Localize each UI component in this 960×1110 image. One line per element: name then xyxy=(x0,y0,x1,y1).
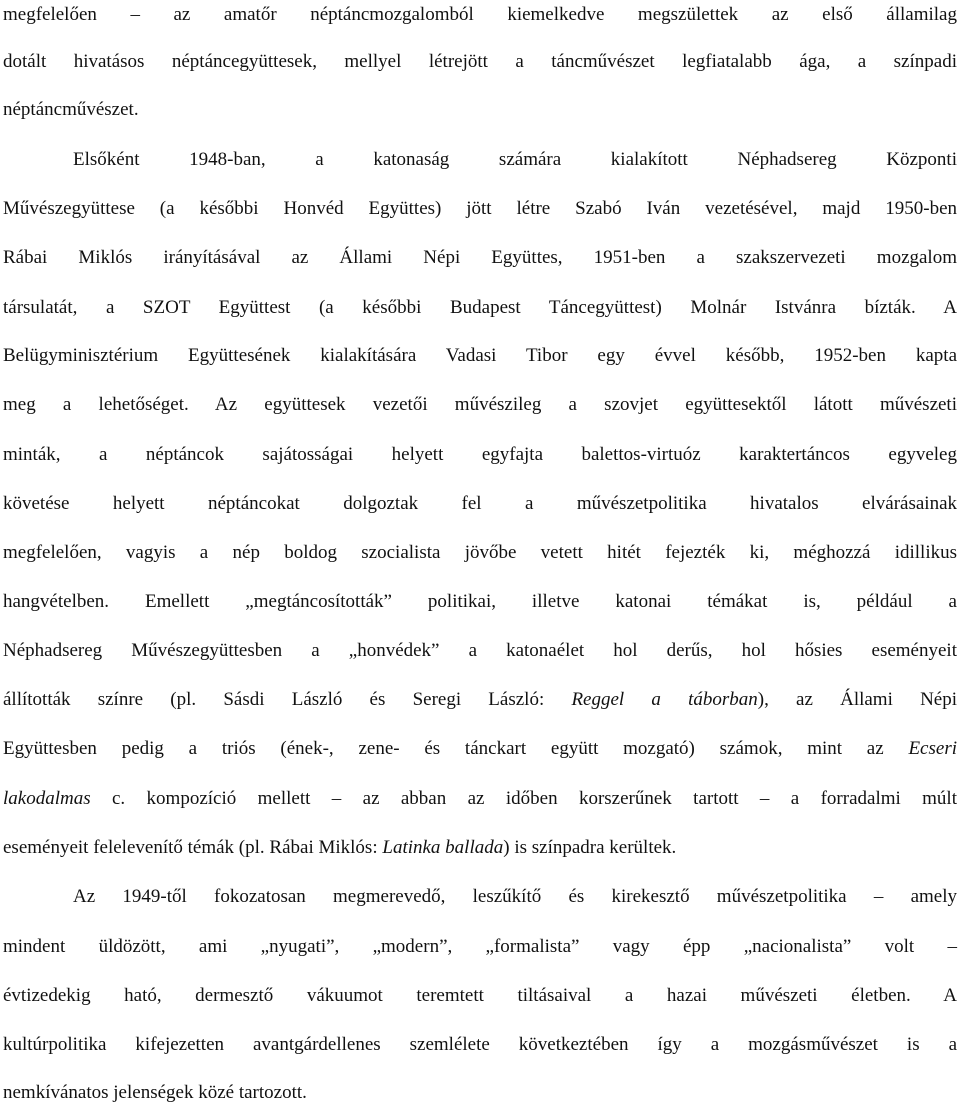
text-line: néptáncművészet. xyxy=(3,99,139,120)
text-line: társulatát, a SZOT Együttest (a későbbi Budapest Táncegyüttest) Molnár Istvánra bízták. A xyxy=(3,297,957,318)
text-line xyxy=(3,734,957,764)
text-line: évtizedekig ható, dermesztő vákuumot teremtett tiltásaival a hazai művészeti életben. A xyxy=(3,985,957,1006)
text-line xyxy=(3,685,957,715)
text-line: megfelelően, vagyis a nép boldog szocialista jövőbe vetett hitét fejezték ki, méghozzá idillikus xyxy=(3,542,957,563)
text-line xyxy=(3,784,957,814)
text-run: c. kompozíció mellett – az abban az időben korszerűnek tartott – a forradalmi múlt xyxy=(90,788,957,809)
text-run: eseményeit felelevenítő témák (pl. Rábai Miklós: xyxy=(3,837,383,858)
text-line: meg a lehetőséget. Az együttesek vezetői művészileg a szovjet együttesektől látott művészeti xyxy=(3,394,957,415)
text-line: dotált hivatásos néptáncegyüttesek, mellyel létrejött a táncművészet legfiatalabb ága, a színpadi xyxy=(3,51,957,72)
text-line: minták, a néptáncok sajátosságai helyett egyfajta balettos-virtuóz karaktertáncos egyveleg xyxy=(3,444,957,465)
work-title: Ecseri xyxy=(908,738,957,759)
text-run: Együttesben pedig a triós (ének-, zene- és tánckart együtt mozgató) számok, mint az xyxy=(3,738,909,759)
text-line: hangvételben. Emellett „megtáncosították” politikai, illetve katonai témákat is, például a xyxy=(3,591,957,612)
text-line: mindent üldözött, ami „nyugati”, „modern”, „formalista” vagy épp „nacionalista” volt – xyxy=(3,936,957,957)
text-line xyxy=(3,833,957,863)
text-line: követése helyett néptáncokat dolgoztak fel a művészetpolitika hivatalos elvárásainak xyxy=(3,493,957,514)
text-line: Elsőként 1948-ban, a katonaság számára kialakított Néphadsereg Központi xyxy=(73,149,957,170)
text-run: állították színre (pl. Sásdi László és Seregi László: xyxy=(3,689,572,710)
text-run: ) is színpadra kerültek. xyxy=(503,837,677,858)
text-line: Belügyminisztérium Együttesének kialakítására Vadasi Tibor egy évvel később, 1952-ben kapta xyxy=(3,345,957,366)
work-title: Reggel a táborban xyxy=(571,689,758,710)
work-title: lakodalmas xyxy=(3,788,91,809)
text-run: ), az Állami Népi xyxy=(757,689,957,710)
text-line: Néphadsereg Művészegyüttesben a „honvédek” a katonaélet hol derűs, hol hősies eseményeit xyxy=(3,640,957,661)
text-line: Művészegyüttese (a későbbi Honvéd Együttes) jött létre Szabó Iván vezetésével, majd 1950-ben xyxy=(3,198,957,219)
text-line: kultúrpolitika kifejezetten avantgárdellenes szemlélete következtében így a mozgásművészet is a xyxy=(3,1034,957,1055)
text-line: nemkívánatos jelenségek közé tartozott. xyxy=(3,1082,307,1103)
text-line: Rábai Miklós irányításával az Állami Népi Együttes, 1951-ben a szakszervezeti mozgalom xyxy=(3,247,957,268)
text-line: Az 1949-től fokozatosan megmerevedő, leszűkítő és kirekesztő művészetpolitika – amely xyxy=(73,886,957,907)
work-title: Latinka ballada xyxy=(382,837,504,858)
text-line: megfelelően – az amatőr néptáncmozgalomból kiemelkedve megszülettek az első államilag xyxy=(3,4,957,25)
